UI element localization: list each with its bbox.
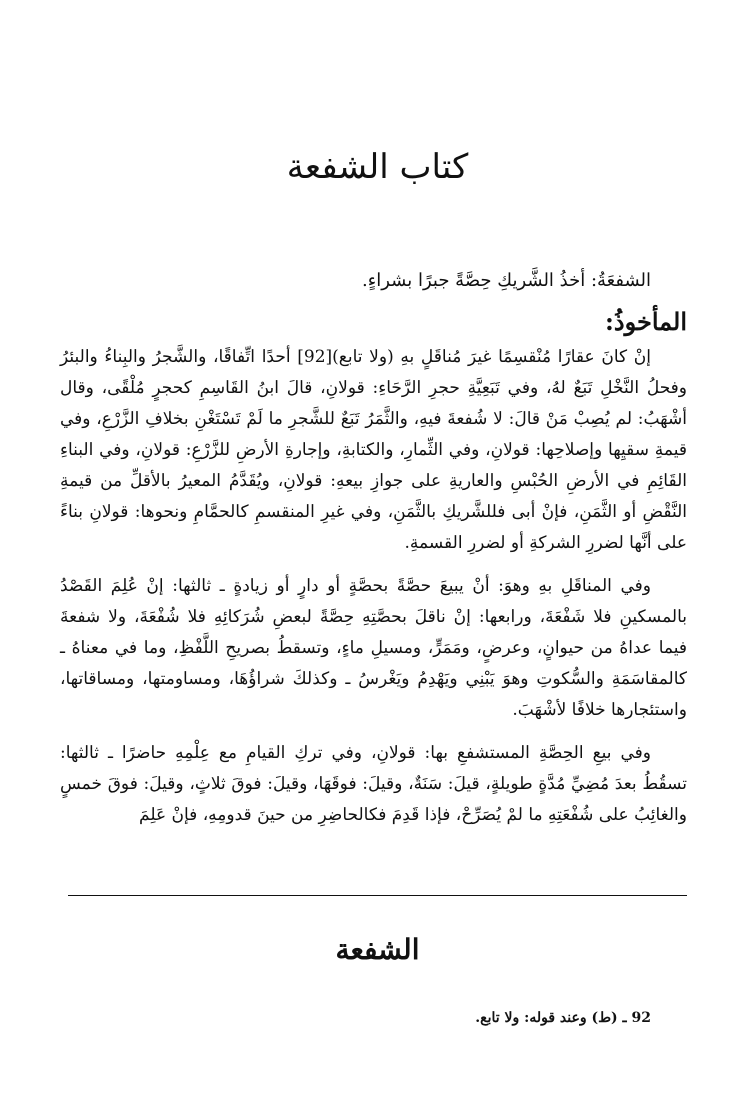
definition-line: الشفعَةُ: أخذُ الشَّريكِ حِصَّةً جبرًا بشراءٍ.	[362, 270, 651, 291]
paragraph-2: وفي المناقَلِ بهِ وهوَ: أنْ يبيعَ حصَّةً بحصَّةٍ أو دارٍ أو زيادةٍ ـ ثالثها: إنْ عُلِمَ القَصْدُ بالمسكينِ فلا شَفْعَةَ، ورابعها: إنْ ناقلَ بحصَّتِهِ حِصَّةً لبعضِ شُرَكائِهِ فلا شُفْعَةَ، ولا شفعةَ فيما عداهُ من حيوانٍ، وعرضٍ، ومَمَرٍّ، ومسيلِ ماءٍ، وتسقطُ بصريحِ اللَّفْظِ، وما في معناهُ ـ كالمقاسَمَةِ والسُّكوتِ وهوَ يَبْنِي ويَهْدِمُ ويَغْرسُ ـ وكذلكَ شراؤُهَا، ومساومتها، ومساقاتها، واستئجارها خلافًا لأشْهَبَ.	[60, 576, 687, 720]
book-title: كتاب الشفعة	[286, 147, 469, 187]
paragraph-3: وفي بيعِ الحِصَّةِ المستشفعِ بها: قولانِ، وفي تركِ القيامِ مع عِلْمِهِ حاضرًا ـ ثالثها: تسقُطُ بعدَ مُضِيِّ مُدَّةٍ طويلةٍ، قيلَ: سَنَةٌ، وقيلَ: فوقَهَا، وقيلَ: فوقَ ثلاثٍ، وقيلَ: فوقَ خمسٍ والغائِبُ على شُفْعَتِهِ ما لمْ يُصَرِّحْ، فإذا قَدِمَ فكالحاضِرِ من حينَ قدومِهِ، فإنْ عَلِمَ	[60, 743, 687, 825]
running-title: الشفعة	[335, 933, 420, 966]
footnote: 92 ـ (ط) وعند قوله: ولا تابع.	[475, 1010, 651, 1026]
paragraph-1: إنْ كانَ عقارًا مُنْقسِمًا غيرَ مُناقَلٍ بهِ (ولا تابع)[92] أحدًا اتِّفاقًا، والشَّجرُ والبِناءُ والبئرُ وفحلُ النَّخْلِ تَبَعٌ لهُ، وفي تَبَعِيَّةِ حجرِ الرَّحَاءِ: قولانِ، قالَ ابنُ القَاسِمِ كحجرٍ مُلْقًى، وقال أشْهَبُ: لم يُصِبْ مَنْ قالَ: لا شُفعةَ فيهِ، والثَّمَرُ تَبَعٌ للشَّجرِ ما لَمْ تَسْتَغْنِ بخلافِ الزَّرْعِ، وفي قيمةِ سقيِها وإصلاحِها: قولانِ، وفي الثِّمارِ، والكتابةِ، وإجارةِ الأرضِ للزَّرْعِ: قولانِ، وفي البناءِ القَائِمِ في الأرضِ الحُبْسِ والعاريةِ على جوازِ بيعهِ: قولانِ، ويُقَدَّمُ المعيرُ بالأقلِّ من قيمةِ النَّقْضِ أو الثَّمَنِ، فإنْ أبى فللشَّريكِ بالثَّمَنِ، وفي غيرِ المنقسمِ كالحمَّامِ ونحوها: قولانِ بناءً على أنَّها لضررِ الشركةِ أو لضررِ القسمةِ.	[60, 347, 687, 553]
section-heading: المأخوذُ:	[605, 307, 687, 336]
body-text	[60, 342, 687, 843]
footnote-divider	[68, 895, 687, 896]
